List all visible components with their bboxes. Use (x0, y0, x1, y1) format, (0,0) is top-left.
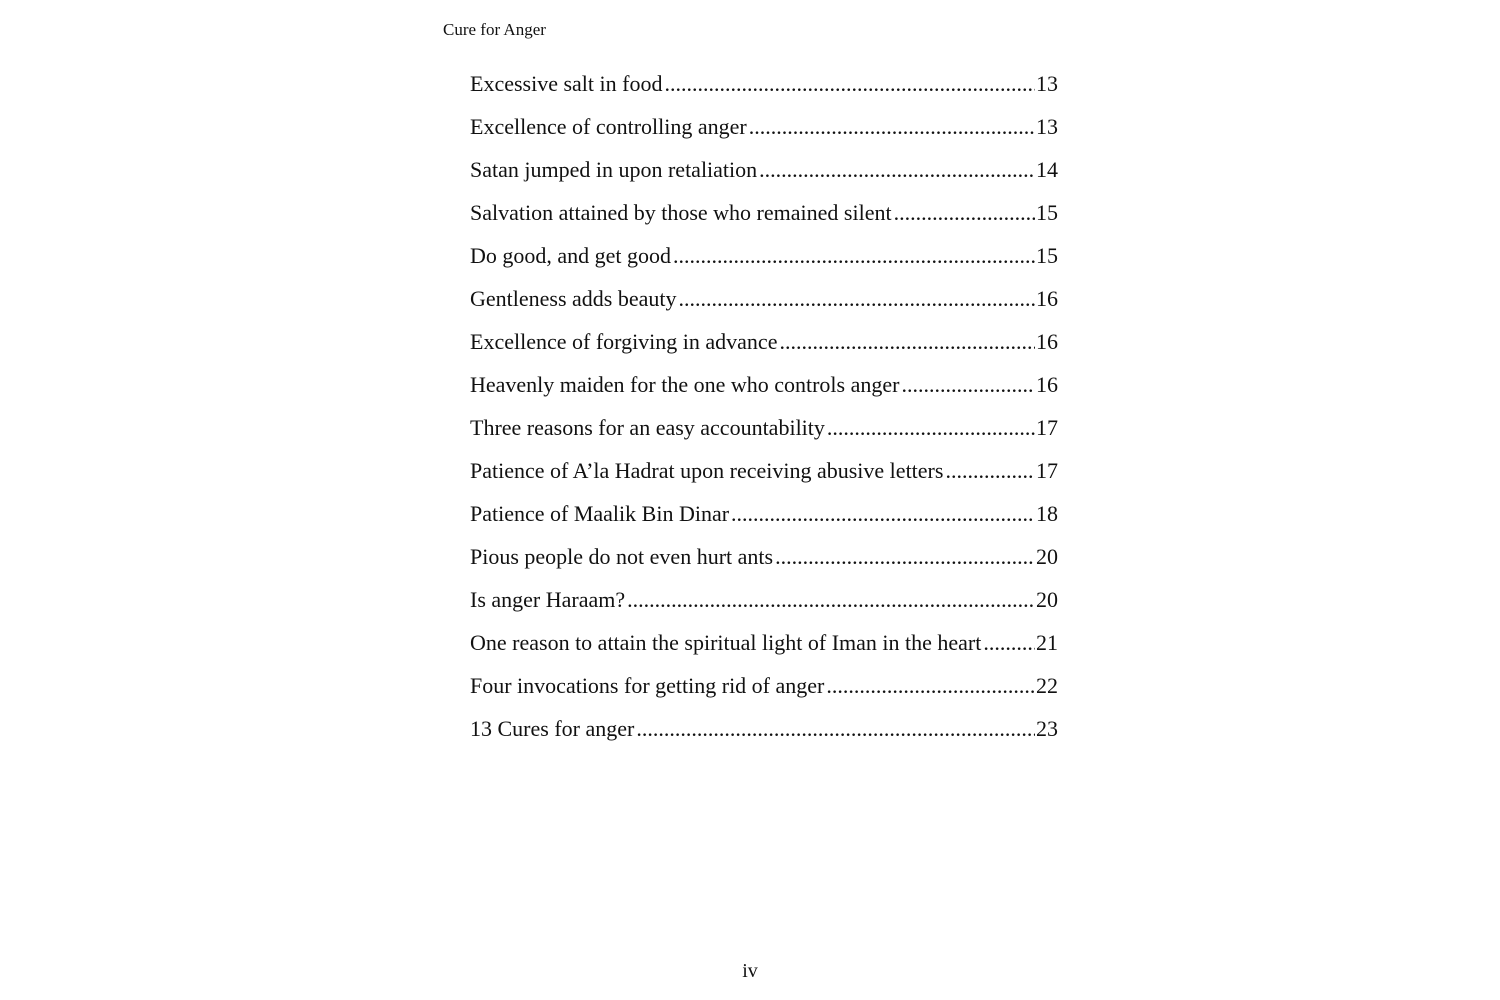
toc-entry-title: Is anger Haraam? (470, 587, 626, 612)
page-number: iv (742, 960, 758, 982)
toc-entry (470, 492, 1058, 535)
toc-entry-title: Gentleness adds beauty (470, 286, 677, 311)
toc-entry-page: 17 (1036, 458, 1058, 483)
toc-entry (470, 707, 1058, 750)
toc-entry-page: 13 (1036, 114, 1058, 139)
toc-entry-page: 17 (1036, 415, 1058, 440)
toc-entry (470, 578, 1058, 621)
toc-dot-leader (894, 191, 1035, 234)
toc-entry-page: 15 (1036, 243, 1058, 268)
toc-entry-title: Patience of Maalik Bin Dinar (470, 501, 730, 526)
toc-entry (470, 449, 1058, 492)
toc-entry (470, 406, 1058, 449)
toc-entry-page: 14 (1036, 157, 1058, 182)
toc-dot-leader (779, 320, 1035, 363)
toc-entry-page: 15 (1036, 200, 1058, 225)
toc-entry-title: Patience of A’la Hadrat upon receiving abusive letters (470, 458, 944, 483)
toc-dot-leader (636, 707, 1035, 750)
running-header: Cure for Anger (443, 20, 546, 39)
toc-entry (470, 363, 1058, 406)
toc-entry-page: 23 (1036, 716, 1058, 741)
toc-entry-page: 20 (1036, 544, 1058, 569)
toc-entry (470, 234, 1058, 277)
toc-entry (470, 621, 1058, 664)
toc-entry-title: Excellence of controlling anger (470, 114, 747, 139)
toc-entry-title: Do good, and get good (470, 243, 672, 268)
toc-entry (470, 664, 1058, 707)
toc-entry (470, 277, 1058, 320)
toc-dot-leader (827, 406, 1035, 449)
toc-entry (470, 148, 1058, 191)
toc-dot-leader (627, 578, 1035, 621)
toc-dot-leader (679, 277, 1036, 320)
toc-entry-title: Excellence of forgiving in advance (470, 329, 778, 354)
toc-entry-title: One reason to attain the spiritual light of Iman in the heart (470, 630, 982, 655)
toc-entry-title: Heavenly maiden for the one who controls anger (470, 372, 900, 397)
toc-entry (470, 105, 1058, 148)
toc-dot-leader (901, 363, 1035, 406)
toc-entry-page: 22 (1036, 673, 1058, 698)
toc-dot-leader (945, 449, 1035, 492)
toc-entry-title: Salvation attained by those who remained silent (470, 200, 892, 225)
toc-entry-page: 16 (1036, 329, 1058, 354)
toc-entry-page: 21 (1036, 630, 1058, 655)
toc-entry-title: 13 Cures for anger (470, 716, 635, 741)
toc-dot-leader (731, 492, 1035, 535)
toc-dot-leader (759, 148, 1035, 191)
toc-dot-leader (775, 535, 1035, 578)
toc-entry-page: 16 (1036, 286, 1058, 311)
table-of-contents (470, 62, 1058, 750)
toc-entry (470, 535, 1058, 578)
toc-entry-title: Excessive salt in food (470, 71, 663, 96)
toc-dot-leader (673, 234, 1035, 277)
toc-dot-leader (826, 664, 1035, 707)
toc-entry-page: 16 (1036, 372, 1058, 397)
toc-entry-title: Pious people do not even hurt ants (470, 544, 774, 569)
toc-entry (470, 191, 1058, 234)
toc-entry (470, 62, 1058, 105)
toc-dot-leader (983, 621, 1035, 664)
toc-dot-leader (749, 105, 1035, 148)
toc-dot-leader (664, 62, 1035, 105)
toc-entry-title: Four invocations for getting rid of anger (470, 673, 825, 698)
toc-entry (470, 320, 1058, 363)
toc-entry-page: 20 (1036, 587, 1058, 612)
toc-entry-title: Three reasons for an easy accountability (470, 415, 825, 440)
toc-entry-title: Satan jumped in upon retaliation (470, 157, 758, 182)
toc-entry-page: 13 (1036, 71, 1058, 96)
toc-entry-page: 18 (1036, 501, 1058, 526)
